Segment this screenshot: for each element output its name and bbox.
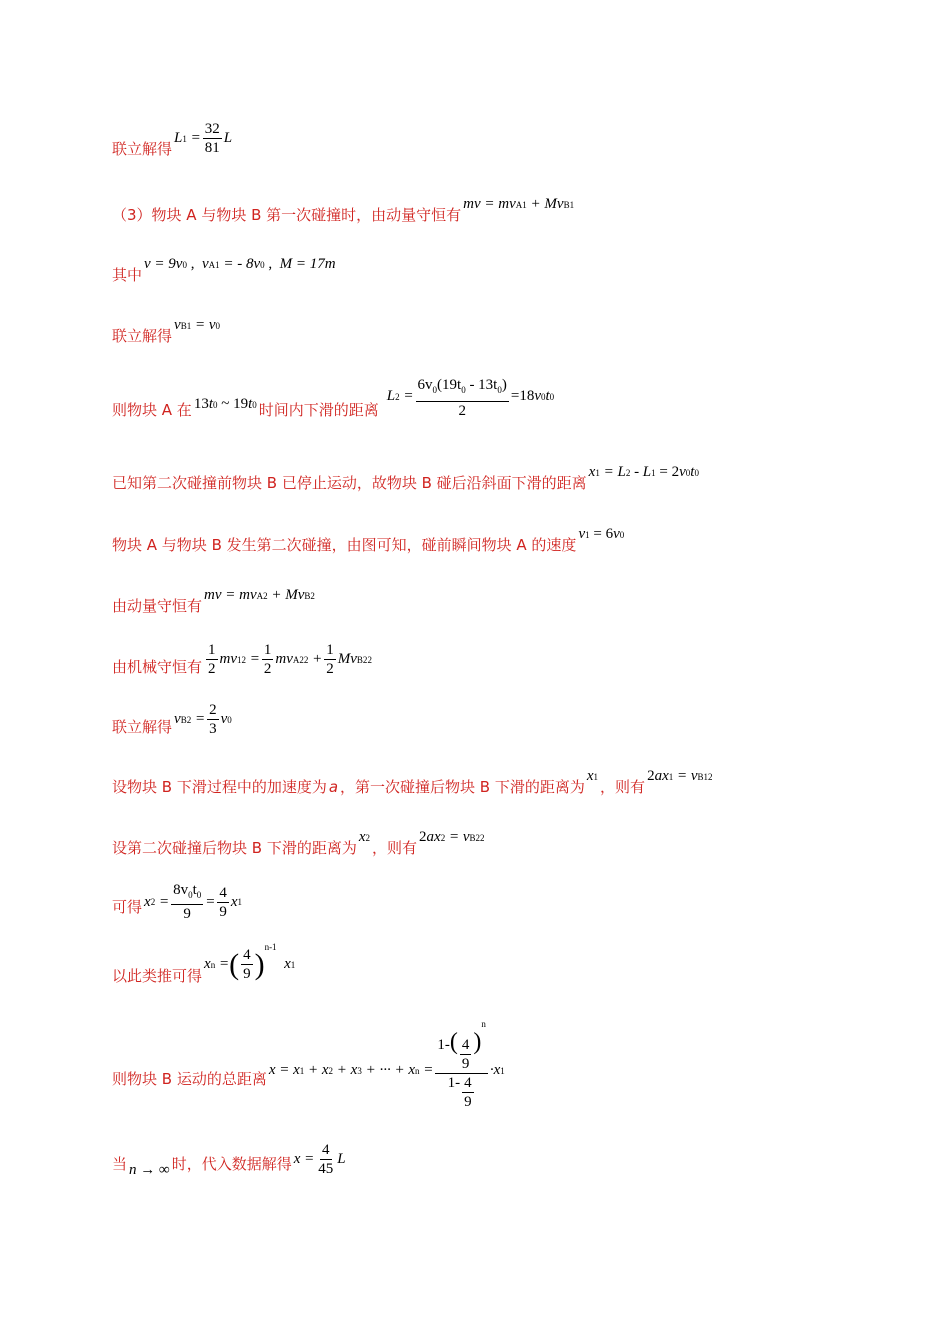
- line-9: [112, 641, 372, 678]
- text-10: 联立解得: [112, 718, 173, 736]
- text-12b: ，则有: [372, 839, 418, 857]
- eq-range: 13 t 0 ~ 19 t 0: [193, 396, 257, 412]
- eq-final: x = $\frac{4}{45}$ L: [293, 1142, 346, 1177]
- line-4: [112, 317, 220, 346]
- eq-momentum-2: mv = mv A2 + Mv B2: [204, 587, 315, 603]
- eq-vB1: v B1 = v 0: [174, 317, 220, 333]
- line-2: [112, 196, 575, 225]
- eq-2ax2: 2 ax 2 = v B2 2: [419, 829, 485, 845]
- text-6: 已知第二次碰撞前物块 B 已停止运动，故物块 B 碰后沿斜面下滑的距离: [112, 474, 587, 492]
- eq-vB2: v B2 = $\frac{2}{3}$ v 0: [174, 702, 232, 737]
- eq-v1: v 1 = 6 v 0: [578, 526, 625, 542]
- text-4: 联立解得: [112, 327, 173, 345]
- line-16: [112, 1140, 346, 1179]
- text-16b: 时，代入数据解得: [171, 1155, 292, 1173]
- text-12a: 设第二次碰撞后物块 B 下滑的距离为: [112, 839, 357, 857]
- text-3: 其中: [112, 266, 143, 284]
- line-5: [112, 373, 554, 420]
- text-13: 可得: [112, 897, 143, 916]
- eq-x2-symbol: x 2: [358, 829, 371, 845]
- eq-momentum-1: mv = mv A1 + Mv B1: [463, 196, 575, 212]
- text-9: 由机械守恒有: [112, 658, 203, 676]
- eq-x1: x 1 = L 2 - L 1 = 2 v 0 t 0: [588, 464, 699, 480]
- line-3: [112, 256, 336, 285]
- eq-L1: L 1 = $\frac{32}{81}$ L: [174, 121, 233, 156]
- line-11: [112, 768, 713, 797]
- line-13: [112, 881, 242, 923]
- line-6: [112, 464, 699, 493]
- text-16a: 当: [112, 1155, 128, 1173]
- eq-sum: x = x 1 + x 2 + x 3 + ··· + x n = 1-( $\frac{4}{9}$ )$^n$ 1- $\frac{4}{9}$ ·x 1: [268, 1019, 505, 1110]
- text-15: 则物块 B 运动的总距离: [112, 1070, 267, 1088]
- eq-xn: x n = ( $\frac{4}{9}$ ) $^{n-1}$ x 1: [204, 941, 296, 982]
- line-14: [112, 943, 295, 986]
- text-1: 联立解得: [112, 140, 173, 158]
- text-7: 物块 A 与物块 B 发生第二次碰撞，由图可知，碰前瞬间物块 A 的速度: [112, 536, 577, 554]
- eq-n-inf: n → ∞: [129, 1162, 170, 1178]
- line-10: [112, 701, 232, 738]
- line-15: [112, 1019, 505, 1111]
- text-11b: ，第一次碰撞后物块 B 下滑的距离为: [340, 778, 585, 796]
- text-14: 以此类推可得: [112, 967, 203, 985]
- text-2: （3）物块 A 与物块 B 第一次碰撞时，由动量守恒有: [112, 206, 462, 224]
- text-11c: ，则有: [600, 778, 646, 796]
- eq-x2: x 2 = $\frac{8v_0t_0}{9}$ = $\frac{4}{9}$ x 1: [144, 882, 243, 922]
- eq-L2: L 2 = $\frac{6v_0(19t_0 - 13t_0)}{2}$ =18 v 0 t 0: [387, 374, 554, 420]
- text-11a: 设物块 B 下滑过程中的加速度为: [112, 778, 327, 796]
- eq-2ax1: 2 ax 1 = v B1 2: [647, 768, 713, 784]
- text-11-a: a: [328, 777, 339, 796]
- text-5b: 时间内下滑的距离: [258, 401, 379, 419]
- eq-given: v = 9v 0 , v A1 = - 8v 0 , M = 17m: [144, 256, 336, 272]
- line-8: [112, 587, 315, 616]
- eq-energy: $\frac{1}{2}$ mv 1 2 = $\frac{1}{2}$ mv A2 2 + $\frac{1}{2}$ Mv B2 2: [208, 642, 372, 677]
- text-5a: 则物块 A 在: [112, 401, 192, 419]
- line-7: [112, 526, 625, 555]
- line-12: [112, 829, 485, 858]
- eq-x1-symbol: x 1: [586, 768, 599, 784]
- text-8: 由动量守恒有: [112, 597, 203, 615]
- line-1: [112, 121, 233, 167]
